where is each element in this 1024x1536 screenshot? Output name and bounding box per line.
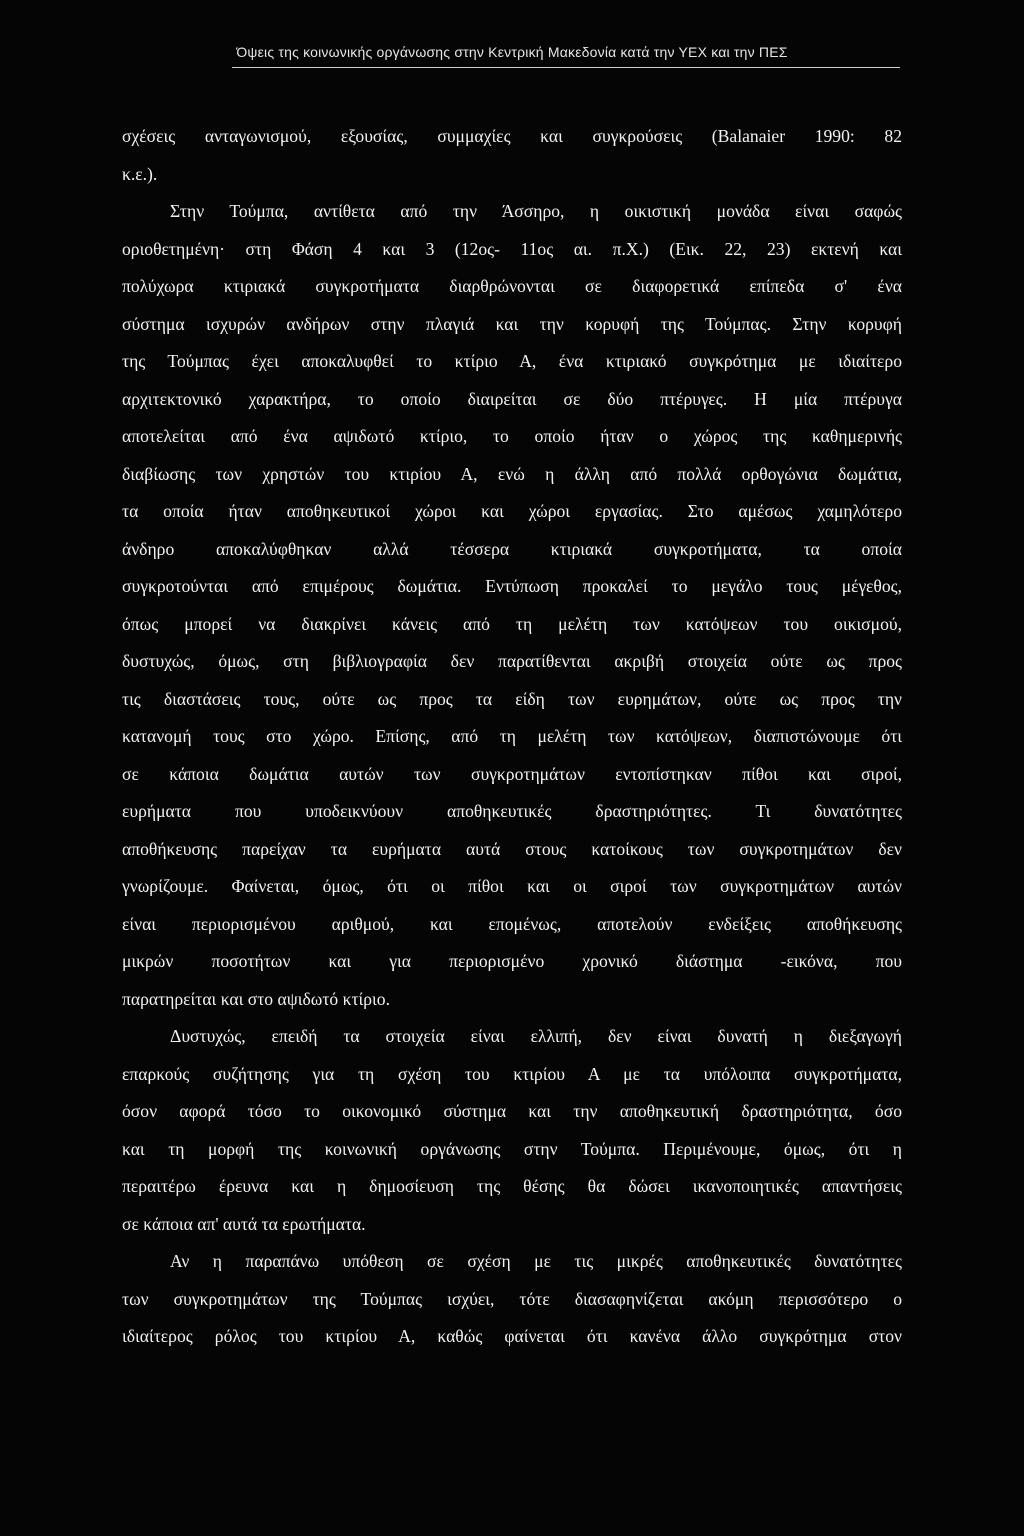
text-line: Αν η παραπάνω υπόθεση σε σχέση με τις μικρές αποθηκευτικές δυνατότητες bbox=[170, 1251, 902, 1271]
text-line: και τη μορφή της κοινωνική οργάνωσης στην Τούμπα. Περιμένουμε, όμως, ότι η bbox=[122, 1138, 902, 1159]
text-line: σε κάποια δωμάτια αυτών των συγκροτημάτων εντοπίστηκαν πίθοι και σιροί, bbox=[122, 763, 902, 784]
text-line: αρχιτεκτονικό χαρακτήρα, το οποίο διαιρείται σε δύο πτέρυγες. Η μία πτέρυγα bbox=[122, 388, 902, 409]
text-line: των συγκροτημάτων της Τούμπας ισχύει, τότε διασαφηνίζεται ακόμη περισσότερο ο bbox=[122, 1288, 902, 1309]
running-header: Όψεις της κοινωνικής οργάνωσης στην Κεντρική Μακεδονία κατά την ΥΕΧ και την ΠΕΣ bbox=[236, 44, 788, 60]
text-line: διαβίωσης των χρηστών του κτιρίου Α, ενώ η άλλη από πολλά ορθογώνια δωμάτια, bbox=[122, 463, 902, 484]
text-line: γνωρίζουμε. Φαίνεται, όμως, ότι οι πίθοι και οι σιροί των συγκροτημάτων αυτών bbox=[122, 876, 902, 896]
text-line: συγκροτούνται από επιμέρους δωμάτια. Εντύπωση προκαλεί το μεγάλο τους μέγεθος, bbox=[122, 576, 902, 596]
text-line: ευρήματα που υποδεικνύουν αποθηκευτικές δραστηριότητες. Τι δυνατότητες bbox=[122, 801, 902, 821]
text-line: ιδιαίτερος ρόλος του κτιρίου Α, καθώς φαίνεται ότι κανένα άλλο συγκρότημα στον bbox=[122, 1326, 902, 1346]
text-line: όπως μπορεί να διακρίνει κάνεις από τη μελέτη των κατόψεων του οικισμού, bbox=[122, 613, 902, 634]
text-line: αποτελείται από ένα αψιδωτό κτίριο, το οποίο ήταν ο χώρος της καθημερινής bbox=[122, 426, 902, 446]
text-line: σύστημα ισχυρών ανδήρων στην πλαγιά και την κορυφή της Τούμπας. Στην κορυφή bbox=[122, 313, 902, 334]
text-line: είναι περιορισμένου αριθμού, και επομένως, αποτελούν ενδείξεις αποθήκευσης bbox=[122, 913, 902, 934]
text-line: περαιτέρω έρευνα και η δημοσίευση της θέσης θα δώσει ικανοποιητικές απαντήσεις bbox=[122, 1176, 902, 1196]
text-line: Δυστυχώς, επειδή τα στοιχεία είναι ελλιπή, δεν είναι δυνατή η διεξαγωγή bbox=[170, 1026, 902, 1046]
text-line: μικρών ποσοτήτων και για περιορισμένο χρονικό διάστημα -εικόνα, που bbox=[122, 951, 902, 971]
text-line: της Τούμπας έχει αποκαλυφθεί το κτίριο Α, ένα κτιριακό συγκρότημα με ιδιαίτερο bbox=[122, 351, 902, 371]
body-text bbox=[122, 118, 902, 1356]
text-line: Στην Τούμπα, αντίθετα από την Άσσηρο, η οικιστική μονάδα είναι σαφώς bbox=[170, 201, 902, 221]
text-line: σε κάποια απ' αυτά τα ερωτήματα. bbox=[122, 1213, 366, 1234]
text-line: κατανομή τους στο χώρο. Επίσης, από τη μελέτη των κατόψεων, διαπιστώνουμε ότι bbox=[122, 726, 902, 746]
header-rule bbox=[232, 67, 900, 68]
text-line: οριοθετημένη· στη Φάση 4 και 3 (12ος- 11ος αι. π.Χ.) (Εικ. 22, 23) εκτενή και bbox=[122, 238, 902, 259]
text-line: όσον αφορά τόσο το οικονομικό σύστημα και την αποθηκευτική δραστηριότητα, όσο bbox=[122, 1101, 902, 1121]
text-line: δυστυχώς, όμως, στη βιβλιογραφία δεν παρατίθενται ακριβή στοιχεία ούτε ως προς bbox=[122, 651, 902, 671]
text-line: άνδηρο αποκαλύφθηκαν αλλά τέσσερα κτιριακά συγκροτήματα, τα οποία bbox=[122, 538, 902, 559]
text-line: παρατηρείται και στο αψιδωτό κτίριο. bbox=[122, 988, 390, 1009]
text-line: τις διαστάσεις τους, ούτε ως προς τα είδη των ευρημάτων, ούτε ως προς την bbox=[122, 688, 902, 709]
text-line: επαρκούς συζήτησης για τη σχέση του κτιρίου Α με τα υπόλοιπα συγκροτήματα, bbox=[122, 1063, 902, 1084]
text-line: κ.ε.). bbox=[122, 163, 158, 184]
text-line: αποθήκευσης παρείχαν τα ευρήματα αυτά στους κατοίκους των συγκροτημάτων δεν bbox=[122, 838, 902, 859]
text-line: πολύχωρα κτιριακά συγκροτήματα διαρθρώνονται σε διαφορετικά επίπεδα σ' ένα bbox=[122, 276, 902, 296]
text-line: σχέσεις ανταγωνισμού, εξουσίας, συμμαχίες και συγκρούσεις (Balanaier 1990: 82 bbox=[122, 126, 902, 146]
text-line: τα οποία ήταν αποθηκευτικοί χώροι και χώροι εργασίας. Στο αμέσως χαμηλότερο bbox=[122, 501, 902, 521]
